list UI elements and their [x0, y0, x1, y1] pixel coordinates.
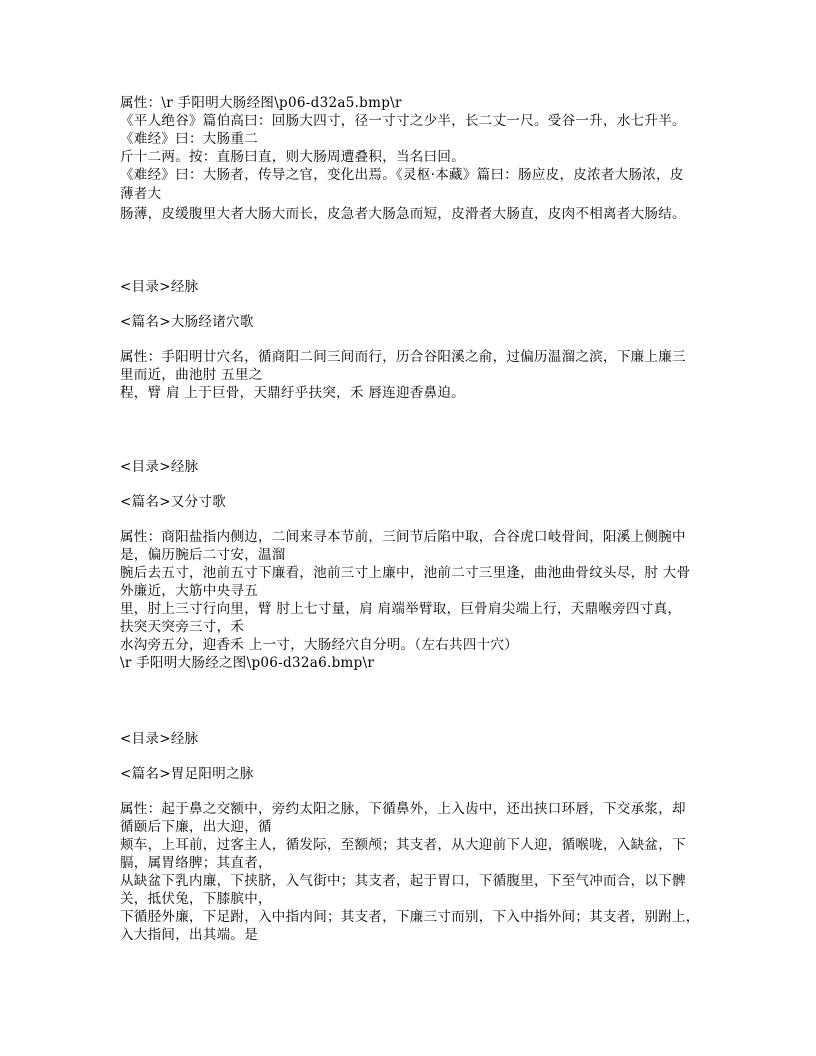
- text-line: 程，臂 肩 上于巨骨，天鼎纡乎扶突，禾 唇连迎香鼻迫。: [120, 385, 465, 401]
- text-line: 水沟旁五分，迎香禾 上一寸，大肠经穴自分明。（左右共四十穴）: [120, 637, 519, 653]
- text-line: 从缺盆下乳内廉，下挟脐，入气街中；其支者，起于胃口，下循腹里，下至气冲而合，以下髀: [120, 873, 686, 889]
- section-large-intestine-points-song: [120, 278, 700, 402]
- document-page: [120, 94, 700, 944]
- catalog-heading: <目录>经脉: [120, 731, 199, 747]
- text-line: 腕后去五寸，池前五寸下廉看，池前三寸上廉中，池前二寸三里逢，曲池曲骨纹头尽，肘 大骨: [120, 565, 691, 581]
- chapter-title: <篇名>又分寸歌: [120, 494, 227, 510]
- text-line: 循颐后下廉，出大迎，循: [120, 819, 272, 835]
- text-line: 里而近，曲池肘 五里之: [120, 367, 263, 383]
- catalog-heading: <目录>经脉: [120, 279, 199, 295]
- chapter-title: <篇名>大肠经诸穴歌: [120, 314, 254, 330]
- attribute-line: 属性：起于鼻之交额中，旁约太阳之脉，下循鼻外，上入齿中，还出挟口环唇，下交承浆，却: [120, 801, 686, 817]
- image-reference-line: \r 手阳明大肠经之图\p06-d32a6.bmp\r: [120, 655, 375, 671]
- text-line: 扶突天突旁三寸，禾: [120, 619, 245, 635]
- text-line: 《平人绝谷》篇伯高曰：回肠大四寸，径一寸寸之少半，长二丈一尺。受谷一升，水七升半。: [120, 113, 686, 129]
- section-large-intestine-attributes: [120, 94, 700, 223]
- text-line: 下循胫外廉，下足跗，入中指内间；其支者，下廉三寸而别，下入中指外间；其支者，别跗上，: [120, 909, 700, 925]
- text-line: 薄者大: [120, 186, 162, 202]
- text-line: 《难经》曰：大肠者，传导之官，变化出焉。《灵枢·本藏》篇曰：肠应皮，皮浓者大肠浓，皮: [120, 167, 684, 183]
- text-line: 入大指间，出其端。是: [120, 927, 258, 943]
- chapter-title: <篇名>胃足阳明之脉: [120, 766, 254, 782]
- text-line: 是，偏历腕后二寸安，温溜: [120, 547, 286, 563]
- text-line: 膈，属胃络脾；其直者，: [120, 855, 272, 871]
- attribute-line: 属性：\r 手阳明大肠经图\p06-d32a5.bmp\r: [120, 95, 402, 111]
- attribute-line: 属性：商阳盐指内侧边，二间来寻本节前，三间节后陷中取，合谷虎口岐骨间，阳溪上侧腕中: [120, 529, 686, 545]
- section-measurement-song: [120, 458, 700, 672]
- text-line: 里，肘上三寸行向里，臂 肘上七寸量，肩 肩端举臂取，巨骨肩尖端上行，天鼎喉旁四寸真，: [120, 601, 682, 617]
- text-line: 《难经》曰：大肠重二: [120, 131, 258, 147]
- section-stomach-meridian: [120, 730, 700, 944]
- attribute-line: 属性：手阳明廿穴名，循商阳二间三间而行，历合谷阳溪之俞，过偏历温溜之滨，下廉上廉三: [120, 349, 686, 365]
- text-line: 外廉近，大筋中央寻五: [120, 583, 258, 599]
- text-line: 关，抵伏兔，下膝膑中，: [120, 891, 272, 907]
- text-line: 斤十二两。按：直肠曰直，则大肠周遭叠积，当名曰回。: [120, 149, 465, 165]
- text-line: 颊车，上耳前，过客主人，循发际，至额颅；其支者，从大迎前下人迎，循喉咙，入缺盆，下: [120, 837, 686, 853]
- text-line: 肠薄，皮缓腹里大者大肠大而长，皮急者大肠急而短，皮滑者大肠直，皮肉不相离者大肠结。: [120, 206, 686, 222]
- catalog-heading: <目录>经脉: [120, 459, 199, 475]
